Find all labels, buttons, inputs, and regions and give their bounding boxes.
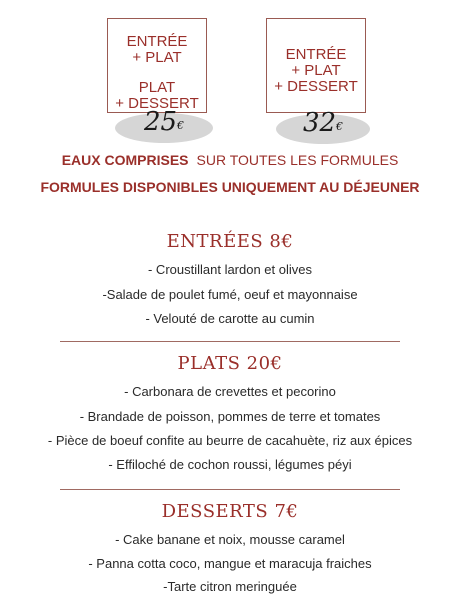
section-title-desserts: DESSERTS 7€	[161, 501, 299, 522]
formula-line: PLAT	[138, 79, 176, 96]
currency-symbol: €	[336, 120, 344, 133]
price-badge	[276, 108, 370, 144]
formula-line: + DESSERT	[115, 95, 199, 112]
formula-box-entree-plat-or-plat-dessert	[107, 18, 207, 113]
section-title-entrees: ENTRÉES 8€	[166, 231, 294, 252]
formula-line: + DESSERT	[274, 78, 358, 95]
formula-box-entree-plat-dessert	[266, 18, 366, 113]
section-divider	[60, 341, 400, 342]
menu-item: - Brandade de poisson, pommes de terre et tomates	[79, 409, 381, 424]
water-included-note	[0, 152, 460, 168]
currency-symbol: €	[177, 119, 185, 132]
menu-item: - Velouté de carotte au cumin	[145, 311, 315, 326]
menu-item: - Pièce de boeuf confite au beurre de cacahuète, riz aux épices	[47, 433, 413, 448]
menu-item: - Croustillant lardon et olives	[147, 262, 313, 277]
formula-line: ENTRÉE	[126, 33, 188, 50]
menu-item: -Tarte citron meringuée	[163, 579, 297, 594]
price-badge	[115, 107, 213, 143]
water-included-strong: EAUX COMPRISES	[61, 152, 189, 168]
formula-line: + PLAT	[132, 49, 182, 66]
menu-item: - Cake banane et noix, mousse caramel	[115, 532, 345, 547]
menu-item: -Salade de poulet fumé, oeuf et mayonnaise	[102, 287, 358, 302]
price-value: 25€	[143, 107, 185, 137]
menu-item: - Effiloché de cochon roussi, légumes péyi	[108, 457, 352, 472]
formula-line: ENTRÉE	[285, 46, 347, 63]
menu-item: - Carbonara de crevettes et pecorino	[124, 384, 336, 399]
formula-line: + PLAT	[291, 62, 341, 79]
price-value: 32€	[302, 108, 344, 138]
menu-item: - Panna cotta coco, mangue et maracuja fraiches	[88, 556, 372, 571]
water-included-rest: SUR TOUTES LES FORMULES	[196, 152, 399, 168]
lunch-only-note: FORMULES DISPONIBLES UNIQUEMENT AU DÉJEUNER	[40, 179, 420, 195]
section-divider	[60, 489, 400, 490]
section-title-plats: PLATS 20€	[177, 353, 283, 374]
